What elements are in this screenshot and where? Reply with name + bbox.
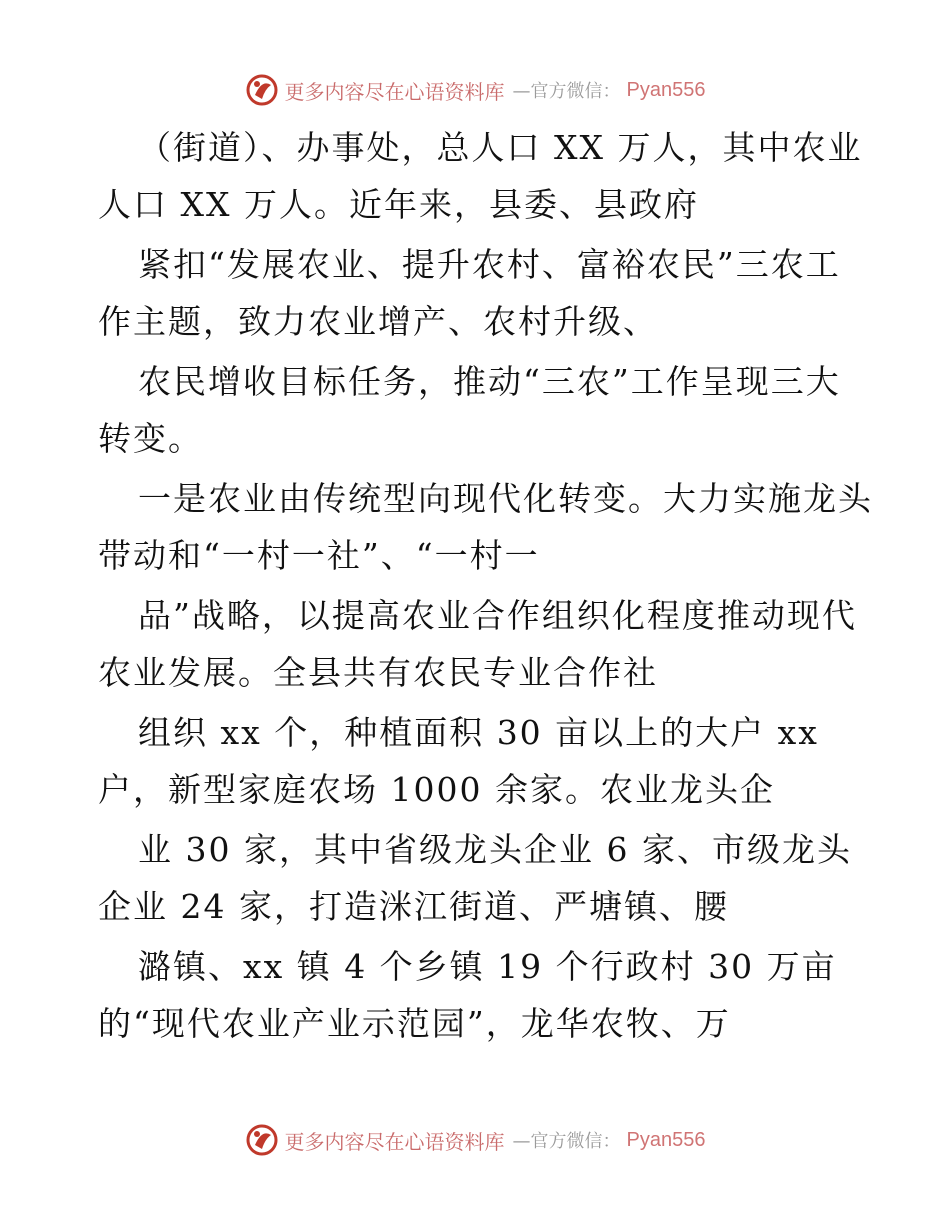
body-line: 农民增收目标任务，推动“三农”工作呈现三大 bbox=[138, 362, 841, 401]
body-line: 的“现代农业产业示范园”，龙华农牧、万 bbox=[98, 1004, 731, 1043]
body-line: 转变。 bbox=[98, 419, 203, 458]
body-line: 潞镇、xx 镇 4 个乡镇 19 个行政村 30 万亩 bbox=[138, 947, 837, 986]
banner-title: 更多内容尽在心语资料库 bbox=[284, 1129, 505, 1154]
body-line: 品”战略，以提高农业合作组织化程度推动现代 bbox=[138, 596, 857, 635]
logo-seal-icon bbox=[245, 1123, 279, 1157]
body-line: 业 30 家，其中省级龙头企业 6 家、市级龙头 bbox=[138, 830, 852, 869]
body-line: 作主题，致力农业增产、农村升级、 bbox=[98, 302, 658, 341]
body-line: 人口 XX 万人。近年来，县委、县政府 bbox=[98, 185, 699, 224]
body-line: 一是农业由传统型向现代化转变。大力实施龙头 bbox=[138, 479, 873, 518]
banner-content bbox=[245, 1123, 706, 1157]
body-line: 紧扣“发展农业、提升农村、富裕农民”三农工 bbox=[138, 245, 841, 284]
banner-content bbox=[245, 73, 706, 107]
body-line: 农业发展。全县共有农民专业合作社 bbox=[98, 653, 658, 692]
body-line: 组织 xx 个，种植面积 30 亩以上的大户 xx bbox=[138, 713, 819, 752]
body-line: 户，新型家庭农场 1000 余家。农业龙头企 bbox=[98, 770, 775, 809]
banner-separator: —官方微信： bbox=[512, 81, 621, 102]
body-line: 带动和“一村一社”、“一村一 bbox=[98, 536, 540, 575]
body-line: 企业 24 家，打造洣江街道、严塘镇、腰 bbox=[98, 887, 729, 926]
footer-banner bbox=[0, 1120, 950, 1160]
header-banner bbox=[0, 70, 950, 110]
banner-wechat-id: Pyan556 bbox=[626, 78, 706, 101]
banner-separator: —官方微信： bbox=[512, 1131, 621, 1152]
body-line: （街道）、办事处，总人口 XX 万人，其中农业 bbox=[138, 128, 863, 167]
banner-wechat-id: Pyan556 bbox=[626, 1128, 706, 1151]
logo-seal-icon bbox=[245, 73, 279, 107]
banner-title: 更多内容尽在心语资料库 bbox=[284, 79, 505, 104]
